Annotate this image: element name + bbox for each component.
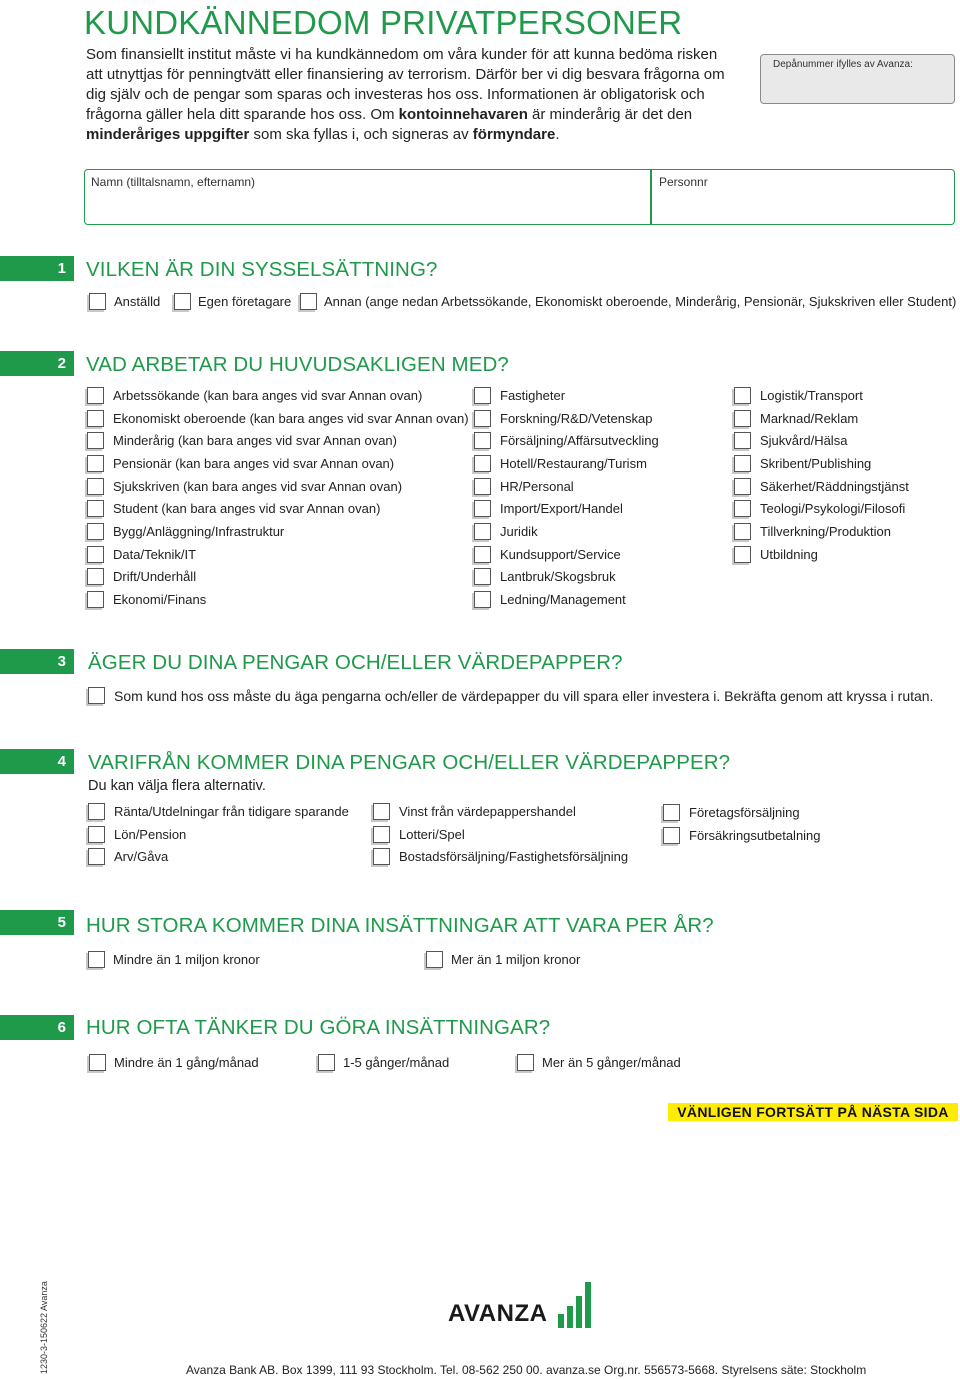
logo-bar	[558, 1314, 564, 1328]
checkbox-occupation[interactable]	[87, 591, 104, 608]
option-label: Som kund hos oss måste du äga pengarna och/eller de värdepapper du vill spara eller investera i. Bekräfta genom att kryssa i rutan.	[114, 688, 934, 704]
option-label: Bostadsförsäljning/Fastighetsförsäljning	[399, 849, 629, 864]
option-label: Sjukskriven (kan bara anges vid svar Annan ovan)	[113, 479, 403, 494]
checkbox-egen-foretagare[interactable]	[174, 293, 191, 310]
section-5-title: HUR STORA KOMMER DINA INSÄTTNINGAR ATT VARA PER ÅR?	[86, 914, 714, 937]
checkbox-occupation[interactable]	[734, 500, 751, 517]
avanza-logo	[448, 1280, 593, 1328]
section-1-number: 1	[0, 256, 74, 281]
checkbox-occupation[interactable]	[474, 432, 491, 449]
checkbox-deposit-amount[interactable]	[426, 951, 443, 968]
option-label: Egen företagare	[198, 294, 292, 309]
option-label: Fastigheter	[500, 388, 566, 403]
option-label: Mindre än 1 gång/månad	[114, 1055, 259, 1070]
option-label: Försäljning/Affärsutveckling	[500, 433, 659, 448]
checkbox-occupation[interactable]	[87, 546, 104, 563]
section-6-title: HUR OFTA TÄNKER DU GÖRA INSÄTTNINGAR?	[86, 1016, 551, 1039]
option-label: Företagsförsäljning	[689, 805, 800, 820]
option-label: Bygg/Anläggning/Infrastruktur	[113, 524, 285, 539]
option-label: Annan (ange nedan Arbetssökande, Ekonomiskt oberoende, Minderårig, Pensionär, Sjukskriven eller Student)	[324, 294, 957, 309]
checkbox-occupation[interactable]	[474, 568, 491, 585]
checkbox-source[interactable]	[88, 848, 105, 865]
checkbox-source[interactable]	[88, 826, 105, 843]
option-label: Arv/Gåva	[114, 849, 169, 864]
checkbox-occupation[interactable]	[734, 478, 751, 495]
option-label: Logistik/Transport	[760, 388, 863, 403]
option-label: Sjukvård/Hälsa	[760, 433, 848, 448]
option-label: Minderårig (kan bara anges vid svar Annan ovan)	[113, 433, 397, 448]
page-title: KUNDKÄNNEDOM PRIVATPERSONER	[84, 4, 683, 41]
logo-wordmark: AVANZA	[448, 1300, 548, 1327]
checkbox-occupation[interactable]	[734, 546, 751, 563]
option-label: Lön/Pension	[114, 827, 187, 842]
option-label: 1-5 gånger/månad	[343, 1055, 450, 1070]
option-label: Mindre än 1 miljon kronor	[113, 952, 260, 967]
name-field-label: Namn (tilltalsnamn, efternamn)	[91, 175, 256, 189]
option-label: Försäkringsutbetalning	[689, 828, 821, 843]
field-divider	[650, 170, 652, 224]
checkbox-occupation[interactable]	[734, 387, 751, 404]
checkbox-occupation[interactable]	[474, 478, 491, 495]
checkbox-source[interactable]	[663, 804, 680, 821]
checkbox-source[interactable]	[663, 827, 680, 844]
option-label: Data/Teknik/IT	[113, 547, 197, 562]
option-label: Ränta/Utdelningar från tidigare sparande	[114, 804, 349, 819]
checkbox-occupation[interactable]	[474, 387, 491, 404]
checkbox-occupation[interactable]	[474, 455, 491, 472]
section-3-number: 3	[0, 649, 74, 674]
checkbox-deposit-amount[interactable]	[88, 951, 105, 968]
checkbox-occupation[interactable]	[734, 455, 751, 472]
section-2-number: 2	[0, 351, 74, 376]
checkbox-occupation[interactable]	[87, 478, 104, 495]
checkbox-occupation[interactable]	[474, 523, 491, 540]
checkbox-deposit-frequency[interactable]	[517, 1054, 534, 1071]
footer-address: Avanza Bank AB. Box 1399, 111 93 Stockholm. Tel. 08-562 250 00. avanza.se Org.nr. 556573-5668. Styrelsens säte: Stockholm	[186, 1363, 867, 1377]
option-label: Ledning/Management	[500, 592, 626, 607]
option-label: Import/Export/Handel	[500, 501, 623, 516]
option-label: Drift/Underhåll	[113, 569, 197, 584]
checkbox-occupation[interactable]	[474, 591, 491, 608]
checkbox-occupation[interactable]	[87, 523, 104, 540]
checkbox-source[interactable]	[373, 826, 390, 843]
checkbox-source[interactable]	[88, 803, 105, 820]
form-code	[39, 1270, 49, 1374]
checkbox-occupation[interactable]	[87, 500, 104, 517]
option-label: Juridik	[500, 524, 538, 539]
option-label: Hotell/Restaurang/Turism	[500, 456, 647, 471]
option-label: Teologi/Psykologi/Filosofi	[760, 501, 906, 516]
option-label: Ekonomiskt oberoende (kan bara anges vid svar Annan ovan)	[113, 411, 469, 426]
option-label: Skribent/Publishing	[760, 456, 872, 471]
checkbox-source[interactable]	[373, 803, 390, 820]
checkbox-occupation[interactable]	[734, 523, 751, 540]
checkbox-source[interactable]	[373, 848, 390, 865]
checkbox-occupation[interactable]	[474, 410, 491, 427]
section-6-number: 6	[0, 1015, 74, 1040]
option-label: Lantbruk/Skogsbruk	[500, 569, 616, 584]
section-4-title: VARIFRÅN KOMMER DINA PENGAR OCH/ELLER VÄRDEPAPPER?	[88, 751, 731, 774]
option-label: Lotteri/Spel	[399, 827, 465, 842]
section-5-number: 5	[0, 910, 74, 935]
option-label: Kundsupport/Service	[500, 547, 621, 562]
section-3-title: ÄGER DU DINA PENGAR OCH/ELLER VÄRDEPAPPER?	[88, 651, 623, 674]
checkbox-occupation[interactable]	[87, 568, 104, 585]
option-label: Ekonomi/Finans	[113, 592, 207, 607]
checkbox-occupation[interactable]	[734, 432, 751, 449]
option-label: HR/Personal	[500, 479, 574, 494]
option-label: Utbildning	[760, 547, 818, 562]
checkbox-occupation[interactable]	[474, 546, 491, 563]
depot-number-field[interactable]	[760, 54, 955, 104]
checkbox-occupation[interactable]	[474, 500, 491, 517]
option-label: Marknad/Reklam	[760, 411, 859, 426]
checkbox-confirm-ownership[interactable]	[88, 687, 105, 704]
checkbox-anstalld[interactable]	[89, 293, 106, 310]
checkbox-occupation[interactable]	[87, 432, 104, 449]
checkbox-occupation[interactable]	[87, 410, 104, 427]
checkbox-occupation[interactable]	[87, 455, 104, 472]
depot-number-label: Depånummer ifylles av Avanza:	[773, 59, 913, 70]
logo-bar	[567, 1306, 573, 1328]
checkbox-occupation[interactable]	[734, 410, 751, 427]
checkbox-deposit-frequency[interactable]	[89, 1054, 106, 1071]
section-4-number: 4	[0, 749, 74, 774]
personnr-field-label: Personnr	[659, 175, 708, 189]
option-label: Student (kan bara anges vid svar Annan ovan)	[113, 501, 381, 516]
logo-bar	[576, 1296, 582, 1328]
section-2-title: VAD ARBETAR DU HUVUDSAKLIGEN MED?	[86, 353, 509, 376]
checkbox-deposit-frequency[interactable]	[318, 1054, 335, 1071]
option-label: Vinst från värdepappershandel	[399, 804, 576, 819]
name-personnr-box	[84, 169, 955, 225]
section-4-subtitle: Du kan välja flera alternativ.	[88, 778, 266, 794]
form-code-text: 1230-3-150622 Avanza	[39, 1281, 49, 1374]
checkbox-annan[interactable]	[300, 293, 317, 310]
option-label: Anställd	[114, 294, 161, 309]
checkbox-occupation[interactable]	[87, 387, 104, 404]
section-1-title: VILKEN ÄR DIN SYSSELSÄTTNING?	[86, 258, 438, 281]
option-label: Pensionär (kan bara anges vid svar Annan ovan)	[113, 456, 395, 471]
continue-note: VÄNLIGEN FORTSÄTT PÅ NÄSTA SIDA	[668, 1103, 958, 1121]
option-label: Säkerhet/Räddningstjänst	[760, 479, 909, 494]
logo-bar	[585, 1282, 591, 1328]
option-label: Tillverkning/Produktion	[760, 524, 892, 539]
option-label: Forskning/R&D/Vetenskap	[500, 411, 653, 426]
option-label: Arbetssökande (kan bara anges vid svar Annan ovan)	[113, 388, 423, 403]
option-label: Mer än 1 miljon kronor	[451, 952, 581, 967]
option-label: Mer än 5 gånger/månad	[542, 1055, 681, 1070]
intro-text: Som finansiellt institut måste vi ha kundkännedom om våra kunder för att kunna bedöma risken att utnyttjas för penningtvätt eller finansiering av terrorism. Därför ber vi dig besvara frågorna om dig själv och de pengar som sparas och investeras hos oss. Informationen är obligatorisk och frågorna gäller hela ditt sparande hos oss. Om kontoinnehavaren är minderårig är det den minderåriges uppgifter som ska fyllas i, och signeras av förmyndare.	[86, 46, 725, 143]
